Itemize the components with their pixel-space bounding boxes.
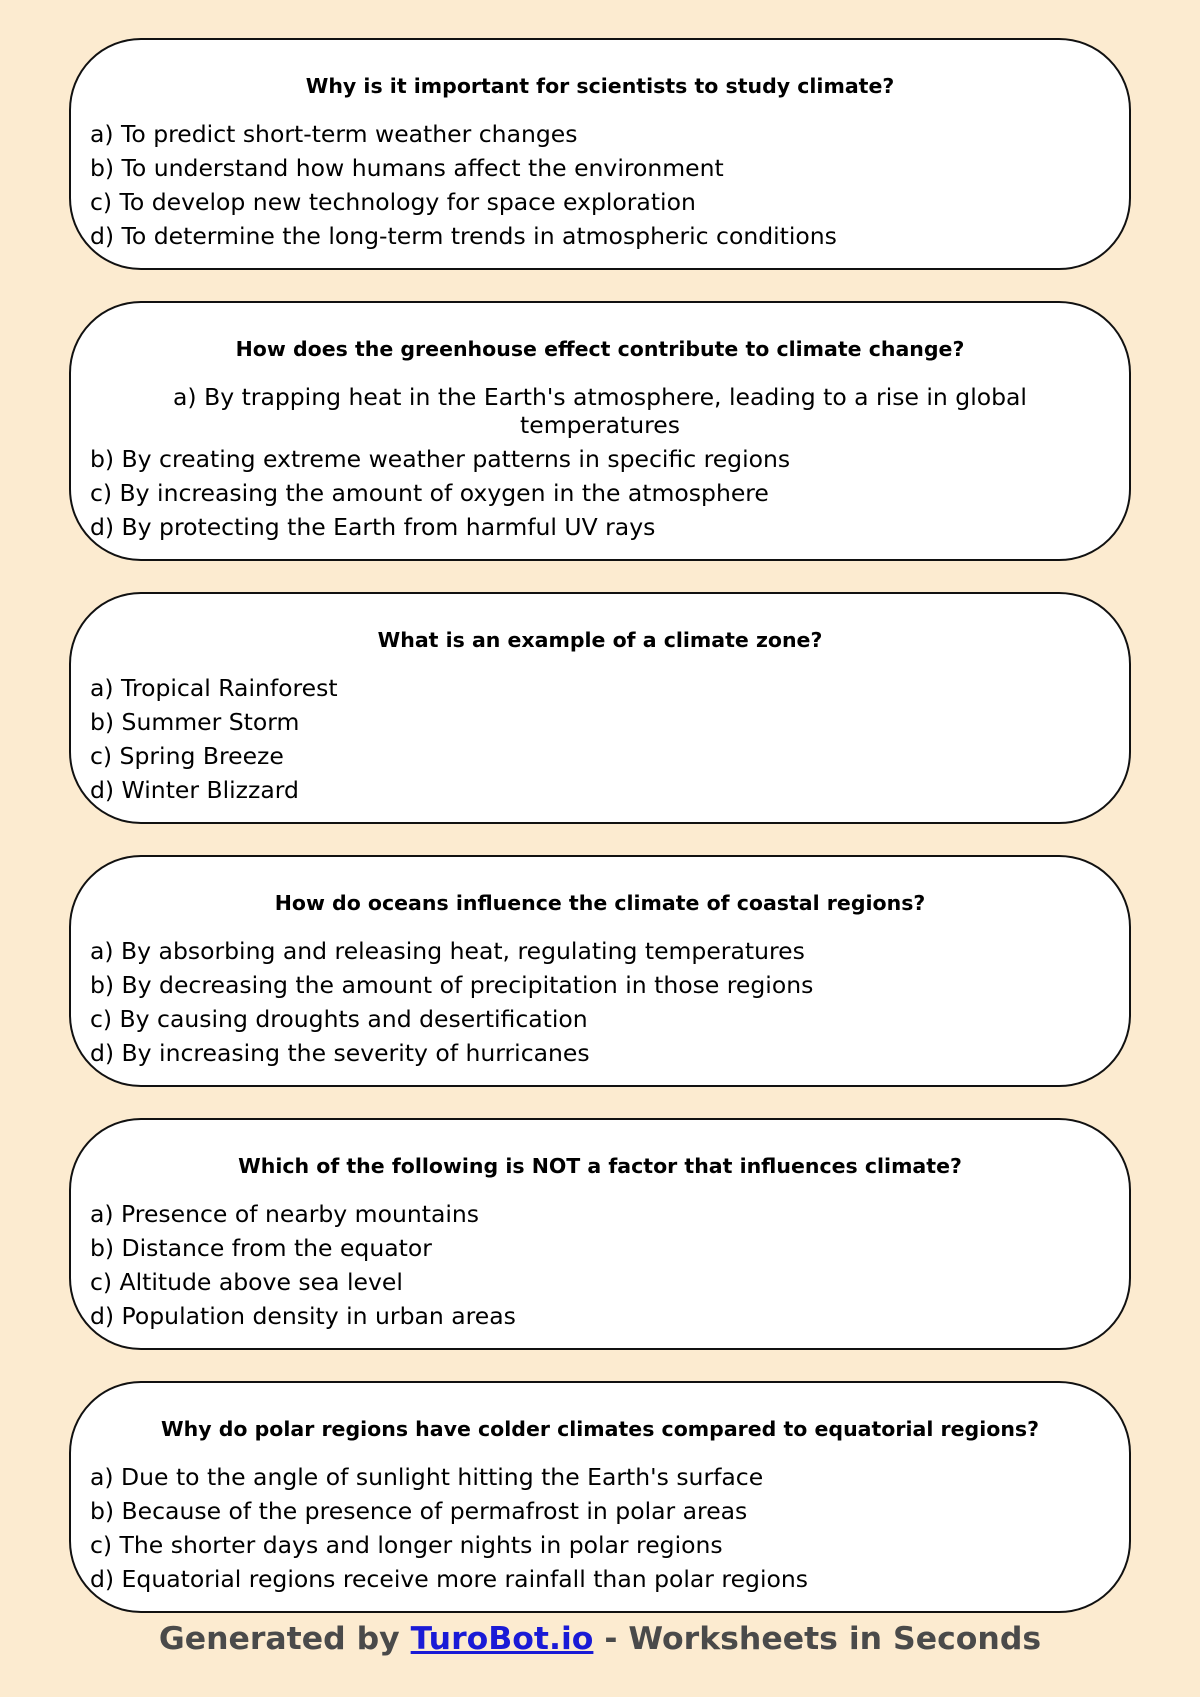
footer-prefix: Generated by xyxy=(158,1621,411,1657)
answer-option-a: a) By trapping heat in the Earth's atmosphere, leading to a rise in global temperatures xyxy=(173,383,1027,439)
question-text: Why is it important for scientists to study climate? xyxy=(305,74,895,98)
answer-option-a: a) Due to the angle of sunlight hitting the Earth's surface xyxy=(90,1463,764,1491)
answer-option-b: b) Distance from the equator xyxy=(90,1234,432,1262)
answer-option-c: c) To develop new technology for space exploration xyxy=(90,188,696,216)
question-card-4 xyxy=(69,855,1131,1087)
answer-option-c: c) By increasing the amount of oxygen in the atmosphere xyxy=(90,479,769,507)
answer-option-c: c) The shorter days and longer nights in polar regions xyxy=(90,1531,723,1559)
answer-option-b: b) Summer Storm xyxy=(90,708,300,736)
answer-option-d: d) Winter Blizzard xyxy=(90,776,299,804)
answer-option-b: b) By creating extreme weather patterns in specific regions xyxy=(90,445,791,473)
question-card-2 xyxy=(69,301,1131,561)
answer-option-c: c) By causing droughts and desertification xyxy=(90,1005,588,1033)
question-text: Why do polar regions have colder climates compared to equatorial regions? xyxy=(160,1417,1040,1441)
answer-option-a: a) To predict short-term weather changes xyxy=(90,120,578,148)
question-text: Which of the following is NOT a factor that influences climate? xyxy=(238,1154,962,1178)
footer xyxy=(0,1619,1200,1659)
footer-suffix: - Worksheets in Seconds xyxy=(593,1621,1042,1657)
question-text: How do oceans influence the climate of coastal regions? xyxy=(274,891,926,915)
answer-option-d: d) By protecting the Earth from harmful UV rays xyxy=(90,513,656,541)
answer-option-c: c) Spring Breeze xyxy=(90,742,284,770)
answer-option-a: a) By absorbing and releasing heat, regulating temperatures xyxy=(90,937,805,965)
answer-option-d: d) Population density in urban areas xyxy=(90,1302,516,1330)
answer-option-d: d) To determine the long-term trends in atmospheric conditions xyxy=(90,222,837,250)
answer-option-a: a) Tropical Rainforest xyxy=(90,674,338,702)
answer-option-b: b) Because of the presence of permafrost in polar areas xyxy=(90,1497,748,1525)
answer-option-b: b) By decreasing the amount of precipitation in those regions xyxy=(90,971,814,999)
answer-option-d: d) Equatorial regions receive more rainfall than polar regions xyxy=(90,1565,809,1593)
turobot-link[interactable]: TuroBot.io xyxy=(410,1621,594,1657)
answer-option-d: d) By increasing the severity of hurricanes xyxy=(90,1039,590,1067)
answer-option-a: a) Presence of nearby mountains xyxy=(90,1200,480,1228)
question-card-1 xyxy=(69,38,1131,270)
question-card-5 xyxy=(69,1118,1131,1350)
answer-option-c: c) Altitude above sea level xyxy=(90,1268,403,1296)
question-text: What is an example of a climate zone? xyxy=(377,628,823,652)
question-card-3 xyxy=(69,592,1131,824)
question-text: How does the greenhouse effect contribute to climate change? xyxy=(235,337,965,361)
answer-option-b: b) To understand how humans affect the environment xyxy=(90,154,724,182)
question-card-6 xyxy=(69,1381,1131,1613)
